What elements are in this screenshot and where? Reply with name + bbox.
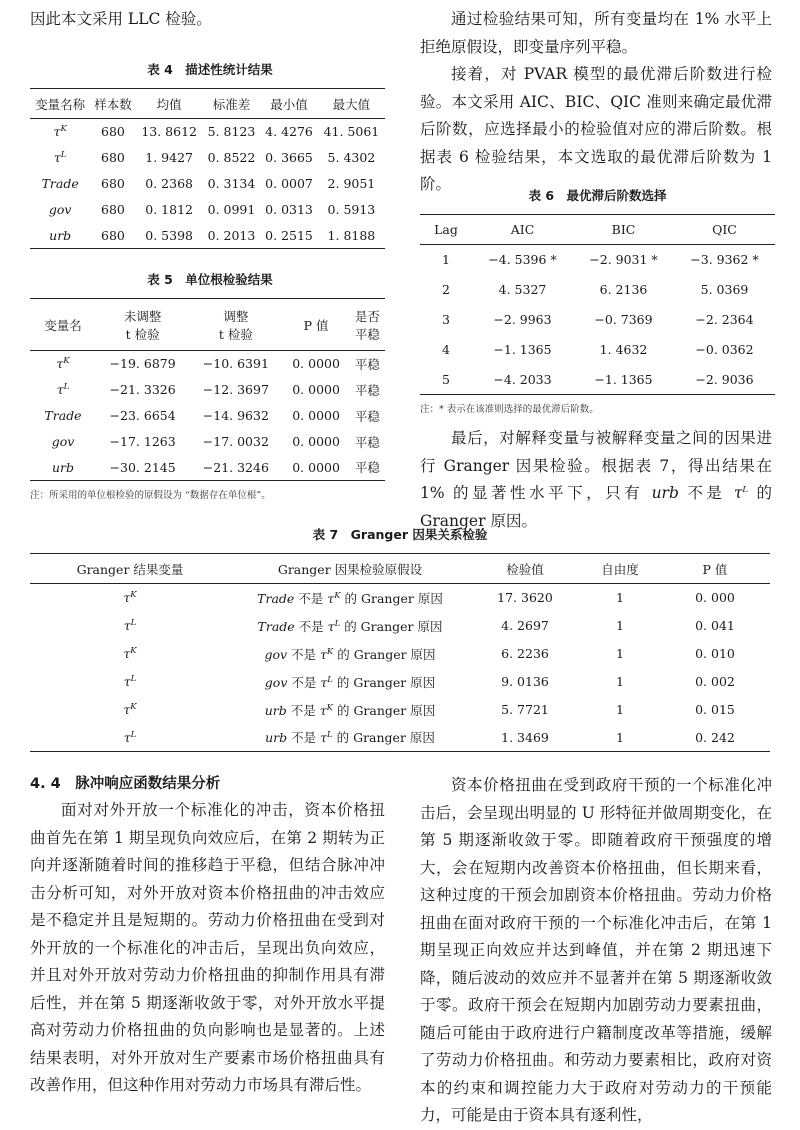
table-cell: 0. 0000: [292, 434, 340, 449]
table7-block: [30, 525, 770, 752]
variable-name: gov: [51, 434, 75, 449]
table-cell: 0. 2368: [145, 176, 193, 191]
text-run: 不是: [294, 590, 328, 606]
table-cell: 17. 3620: [497, 590, 553, 606]
text-run: 不是: [286, 702, 320, 718]
table-cell: −10. 6391: [202, 356, 269, 372]
table-cell: −2. 9036: [695, 371, 754, 387]
table-cell: 0. 0000: [292, 356, 340, 372]
variable-name: Trade: [44, 408, 82, 423]
tau-superscript: K: [326, 702, 333, 713]
table-cell: 1. 8188: [327, 227, 376, 243]
text-run: 不是: [287, 674, 321, 690]
table-row: [420, 335, 775, 365]
table-cell: 0. 0313: [265, 202, 313, 217]
table-cell-variable: [30, 377, 96, 403]
variable-name: τ: [56, 382, 64, 397]
table-cell: −1. 1365: [493, 342, 552, 357]
variable-name: gov: [48, 202, 72, 217]
table-cell-variable: [30, 455, 96, 481]
tau-symbol: τ: [319, 702, 327, 718]
table7-header: Granger 因果检验原假设: [230, 554, 470, 584]
table6-header: Lag: [420, 215, 472, 245]
table-cell: 0. 0000: [292, 459, 340, 475]
left-top-block: [30, 6, 390, 34]
table-cell: 0. 2515: [265, 227, 313, 243]
table-cell: 4. 2697: [501, 618, 549, 633]
table6-header: AIC: [472, 215, 573, 245]
table-cell: 1: [616, 618, 624, 633]
table-row: [420, 245, 775, 275]
table-row: [30, 171, 385, 197]
table5: [30, 298, 385, 481]
table7-header: 检验值: [470, 554, 580, 584]
table-cell-variable: [30, 403, 96, 429]
table-cell: 0. 5913: [327, 202, 376, 217]
tau-superscript: L: [334, 618, 341, 629]
table7-header: 自由度: [580, 554, 660, 584]
table-cell: −1. 1365: [594, 371, 653, 387]
section-heading: 4. 4 脉冲响应函数结果分析: [30, 776, 221, 792]
table-cell-variable: [30, 351, 96, 377]
right-paragraph-1: 通过检验结果可知，所有变量均在 1% 水平上拒绝原假设，即变量序列平稳。: [420, 10, 772, 56]
tau-symbol: τ: [327, 590, 335, 606]
table-cell-variable: [30, 429, 96, 455]
table-cell: 0. 242: [695, 729, 735, 745]
table-row: [30, 197, 385, 223]
table-row: [30, 351, 385, 377]
table-cell: 1: [616, 674, 624, 689]
table-cell: −4. 2033: [493, 371, 552, 387]
table7-header: P 值: [660, 554, 770, 584]
table-cell: 0. 010: [695, 646, 735, 661]
table-cell: 平稳: [354, 382, 380, 398]
table-cell-hypothesis: [230, 696, 470, 724]
variable-name: urb: [49, 227, 72, 243]
table-cell: −21. 3246: [202, 459, 269, 475]
table6-caption: 表 6 最优滞后阶数选择: [528, 188, 667, 203]
table-cell-variable: [30, 223, 90, 249]
section-left-block: [30, 772, 385, 1100]
table-cell: 5. 0369: [700, 282, 749, 297]
table-cell-result-variable: [30, 584, 230, 612]
table5-block: [30, 270, 390, 501]
table-cell: 6. 2136: [599, 282, 648, 297]
table7-caption: 表 7 Granger 因果关系检验: [312, 527, 488, 542]
table-cell: 0. 015: [695, 702, 735, 717]
text-run: 不是: [678, 484, 734, 502]
table-cell: −30. 2145: [109, 459, 176, 475]
table-row: [420, 365, 775, 395]
tau-superscript: L: [742, 484, 749, 495]
table-cell: 1: [616, 590, 624, 606]
table-cell: 680: [101, 150, 125, 165]
table-cell: 5: [442, 371, 450, 387]
table6: [420, 214, 775, 395]
tau-superscript: L: [327, 674, 333, 685]
table-cell: 4. 4276: [265, 124, 313, 140]
table-cell: 平稳: [354, 408, 380, 424]
table-row: [30, 584, 770, 612]
table-cell: −14. 9632: [202, 408, 269, 423]
table-cell-variable: [30, 197, 90, 223]
tau-superscript: L: [130, 729, 137, 740]
table-row: [30, 403, 385, 429]
tau-symbol: τ: [123, 590, 131, 606]
header-line: 未调整: [123, 308, 162, 324]
text-run: 的 Granger 原因: [340, 618, 443, 634]
table5-header-adjusted: [189, 299, 282, 351]
table-cell: 4: [442, 342, 450, 357]
table6-block: [420, 186, 775, 415]
table-cell: −17. 0032: [202, 434, 269, 449]
variable-superscript: K: [63, 356, 70, 367]
table4-header: 均值: [136, 89, 203, 119]
tau-symbol: τ: [733, 484, 743, 502]
table-row: [30, 696, 770, 724]
table-cell: 680: [101, 124, 125, 140]
tau-superscript: L: [130, 617, 137, 628]
table-row: [30, 119, 385, 145]
variable-superscript: L: [63, 381, 70, 392]
text-run: 不是: [287, 730, 321, 746]
header-line: t 检验: [218, 326, 253, 342]
variable-name: gov: [264, 646, 288, 662]
variable-name: urb: [51, 459, 75, 475]
tau-superscript: K: [130, 701, 137, 712]
tau-symbol: τ: [320, 674, 328, 690]
section-right-block: [420, 772, 772, 1130]
table4-caption: 表 4 描述性统计结果: [147, 62, 273, 77]
table-row: [420, 305, 775, 335]
table-cell: 5. 8123: [207, 124, 256, 140]
table5-header-p: P 值: [282, 299, 349, 351]
table-cell: 平稳: [354, 460, 380, 476]
table5-caption: 表 5 单位根检验结果: [147, 272, 273, 287]
tau-symbol: τ: [123, 674, 131, 689]
variable-name: Trade: [41, 176, 79, 191]
text-run: 的 Granger 原因: [340, 590, 443, 606]
variable-name: Trade: [257, 590, 295, 606]
table-cell: −0. 0362: [695, 342, 754, 357]
variable-name: τ: [53, 124, 61, 140]
table-cell-hypothesis: [230, 584, 470, 612]
table-cell: 0. 3134: [207, 176, 256, 191]
table-row: [30, 145, 385, 171]
table-row: [30, 377, 385, 403]
table-cell: 0. 0000: [292, 382, 340, 397]
variable-superscript: L: [60, 149, 67, 160]
table-cell: 680: [101, 202, 125, 217]
table6-header: BIC: [573, 215, 674, 245]
variable-name: τ: [53, 150, 61, 165]
table-cell: −2. 9031 *: [589, 252, 658, 268]
table-cell: 0. 0007: [265, 176, 313, 191]
table4-block: [30, 60, 390, 249]
tau-superscript: L: [130, 673, 137, 684]
table5-header-var: 变量名: [30, 299, 96, 351]
tau-superscript: K: [130, 590, 137, 601]
right-paragraph-3: [420, 425, 772, 535]
table-cell: 0. 3665: [265, 150, 313, 165]
table-cell: 680: [101, 227, 125, 243]
table-cell-result-variable: [30, 696, 230, 724]
section-right-paragraph: 资本价格扭曲在受到政府干预的一个标准化冲击后，会呈现出明显的 U 形特征并做周期变化，在第 5 期逐渐收敛于零。即随着政府干预强度的增大，会在短期内改善资本价格扭曲，但长期来看，这种过度的干预会加剧资本价格扭曲。劳动力价格扭曲在面对政府干预的一个标准化冲击后，在第 1 期呈现正向效应并达到峰值，并在第 2 期迅速下降，随后波动的效应并不显著并在第 5 期逐渐收敛于零。政府干预会在短期内加剧劳动力要素扭曲，随后可能由于政府进行户籍制度改革等措施，缓解了劳动力价格扭曲。和劳动力要素相比，政府对资本的约束和调控能力大于政府对劳动力的干预能力，可能是由于资本具有逐利性，: [420, 776, 772, 1124]
table-cell: 1. 9427: [145, 150, 193, 165]
table7-header: Granger 结果变量: [30, 554, 230, 584]
tau-symbol: τ: [320, 646, 327, 662]
table-cell: 1. 3469: [501, 729, 549, 745]
table-cell: 680: [101, 176, 125, 191]
table-cell: −17. 1263: [109, 434, 176, 449]
table-cell: −0. 7369: [594, 312, 653, 327]
table-cell-hypothesis: [230, 668, 470, 696]
table-row: [30, 640, 770, 668]
table-cell: −2. 9963: [493, 312, 552, 327]
table4-header: 变量名称: [30, 89, 90, 119]
table-cell: −3. 9362 *: [690, 252, 759, 268]
variable-superscript: K: [60, 124, 67, 135]
variable-name: gov: [264, 674, 288, 690]
table-cell-result-variable: [30, 668, 230, 696]
table-cell: 4. 5327: [498, 282, 547, 297]
table6-note: 注：* 表示在该准则选择的最优滞后阶数。: [420, 404, 599, 415]
variable-name: urb: [265, 730, 288, 746]
table-cell: −21. 3326: [109, 382, 176, 397]
table-cell: 41. 5061: [323, 124, 380, 140]
tau-symbol: τ: [320, 730, 327, 746]
table-cell-result-variable: [30, 640, 230, 668]
variable-name: τ: [56, 356, 64, 372]
var-urb: urb: [651, 484, 679, 502]
table-cell: −4. 5396 *: [488, 252, 557, 268]
table6-header: QIC: [674, 215, 775, 245]
table-cell: 1. 4632: [599, 342, 648, 357]
text-run: 不是: [287, 646, 320, 662]
table-cell: 9. 0136: [501, 674, 549, 689]
table5-header-unadjusted: [96, 299, 189, 351]
table-cell: −2. 2364: [695, 312, 754, 327]
header-line: 平稳: [354, 326, 380, 342]
table-cell: 5. 7721: [501, 702, 549, 717]
table-cell-hypothesis: [230, 724, 470, 752]
tau-superscript: L: [326, 730, 333, 741]
header-line: t 检验: [125, 326, 160, 342]
table-cell: 0. 002: [695, 674, 735, 689]
text-run: 不是: [294, 618, 328, 634]
table-cell: −23. 6654: [109, 408, 176, 423]
tau-symbol: τ: [123, 646, 131, 661]
table-cell: 0. 041: [695, 618, 735, 633]
text-run: 的 Granger 原因: [333, 702, 436, 718]
table-cell: 0. 2013: [207, 227, 256, 243]
right-top-block: [420, 6, 772, 199]
tau-symbol: τ: [327, 618, 335, 634]
table-cell: 1: [616, 646, 624, 661]
table-cell-variable: [30, 119, 90, 145]
table-cell: 5. 4302: [327, 150, 376, 165]
table7: [30, 553, 770, 752]
tau-superscript: K: [326, 646, 334, 657]
table4-header: 标准差: [203, 89, 261, 119]
table5-note: 注：所采用的单位根检验的原假设为 “数据存在单位根”。: [30, 490, 271, 501]
section-left-paragraph: 面对对外开放一个标准化的冲击，资本价格扭曲首先在第 1 期呈现负向效应后，在第 2 期转为正向并逐渐随着时间的推移趋于平稳，但结合脉冲冲击分析可知，对外开放对资本价格扭曲的冲击效应是不稳定并且是短期的。劳动力价格扭曲在受到对外开放的一个标准化的冲击后，呈现出负向效应，并且对外开放对劳动力价格扭曲的抑制作用具有滞后性，并在第 5 期逐渐收敛于零，对外开放水平提高对劳动力价格扭曲的负向影响也是显著的。上述结果表明，对外开放对生产要素市场价格扭曲具有改善作用，但这种作用对劳动力市场具有滞后性。: [30, 801, 385, 1094]
table-cell: −12. 3697: [202, 382, 269, 397]
table-cell-hypothesis: [230, 612, 470, 640]
table-cell-variable: [30, 145, 90, 171]
table-cell: 0. 8522: [207, 150, 256, 165]
table-cell: 1: [442, 252, 450, 268]
table5-header-stable: [350, 299, 385, 351]
table-row: [30, 429, 385, 455]
table4-header: 最大值: [318, 89, 385, 119]
left-top-text: 因此本文采用 LLC 检验。: [30, 10, 212, 28]
table-cell: 6. 2236: [501, 646, 549, 661]
table-cell: 1: [616, 702, 624, 717]
table-cell: 2. 9051: [327, 176, 376, 191]
table-row: [30, 724, 770, 752]
text-run: 最后，对解释变量与被解释变量之间的因果进行 Granger 因果检验。根据表 7，得出结果在 1% 的显著性水平下，只有: [420, 429, 772, 502]
tau-symbol: τ: [123, 729, 131, 745]
right-paragraph-2: 接着，对 PVAR 模型的最优滞后阶数进行检验。本文采用 AIC、BIC、QIC 准则来确定最优滞后阶数，应选择最小的检验值对应的滞后阶数。根据表 6 检验结果，本文选取的最优滞后阶数为 1 阶。: [420, 65, 772, 193]
table-cell-hypothesis: [230, 640, 470, 668]
table-cell: −19. 6879: [109, 356, 176, 372]
text-run: 的 Granger 原因: [332, 730, 435, 746]
table-cell-result-variable: [30, 724, 230, 752]
tau-superscript: K: [334, 590, 341, 601]
header-line: 是否: [354, 308, 380, 324]
table-row: [420, 275, 775, 305]
table-cell: 平稳: [354, 356, 380, 372]
tau-superscript: K: [130, 645, 137, 656]
table-cell-result-variable: [30, 612, 230, 640]
table-cell-variable: [30, 171, 90, 197]
table-cell: 0. 0991: [207, 202, 256, 217]
table-row: [30, 455, 385, 481]
header-line: 调整: [223, 308, 249, 324]
tau-symbol: τ: [123, 618, 131, 633]
table-row: [30, 668, 770, 696]
table-cell: 0. 5398: [145, 227, 193, 243]
table-cell: 0. 1812: [145, 202, 193, 217]
variable-name: urb: [264, 702, 287, 718]
tau-symbol: τ: [123, 702, 131, 717]
table4: [30, 88, 385, 249]
table-cell: 2: [442, 282, 450, 297]
right-mid-block: [420, 425, 772, 535]
table4-header: 样本数: [90, 89, 135, 119]
text-run: 的 Granger 原因。: [420, 484, 772, 530]
table-cell: 3: [442, 312, 450, 327]
table-cell: 平稳: [354, 434, 380, 450]
table-cell: 13. 8612: [141, 124, 197, 140]
table-cell: 0. 0000: [292, 408, 340, 423]
table4-header: 最小值: [260, 89, 318, 119]
text-run: 的 Granger 原因: [333, 646, 436, 662]
variable-name: Trade: [257, 618, 295, 634]
table-row: [30, 612, 770, 640]
text-run: 的 Granger 原因: [332, 674, 436, 690]
table-cell: 0. 000: [695, 590, 735, 606]
table-row: [30, 223, 385, 249]
table-cell: 1: [616, 729, 624, 745]
